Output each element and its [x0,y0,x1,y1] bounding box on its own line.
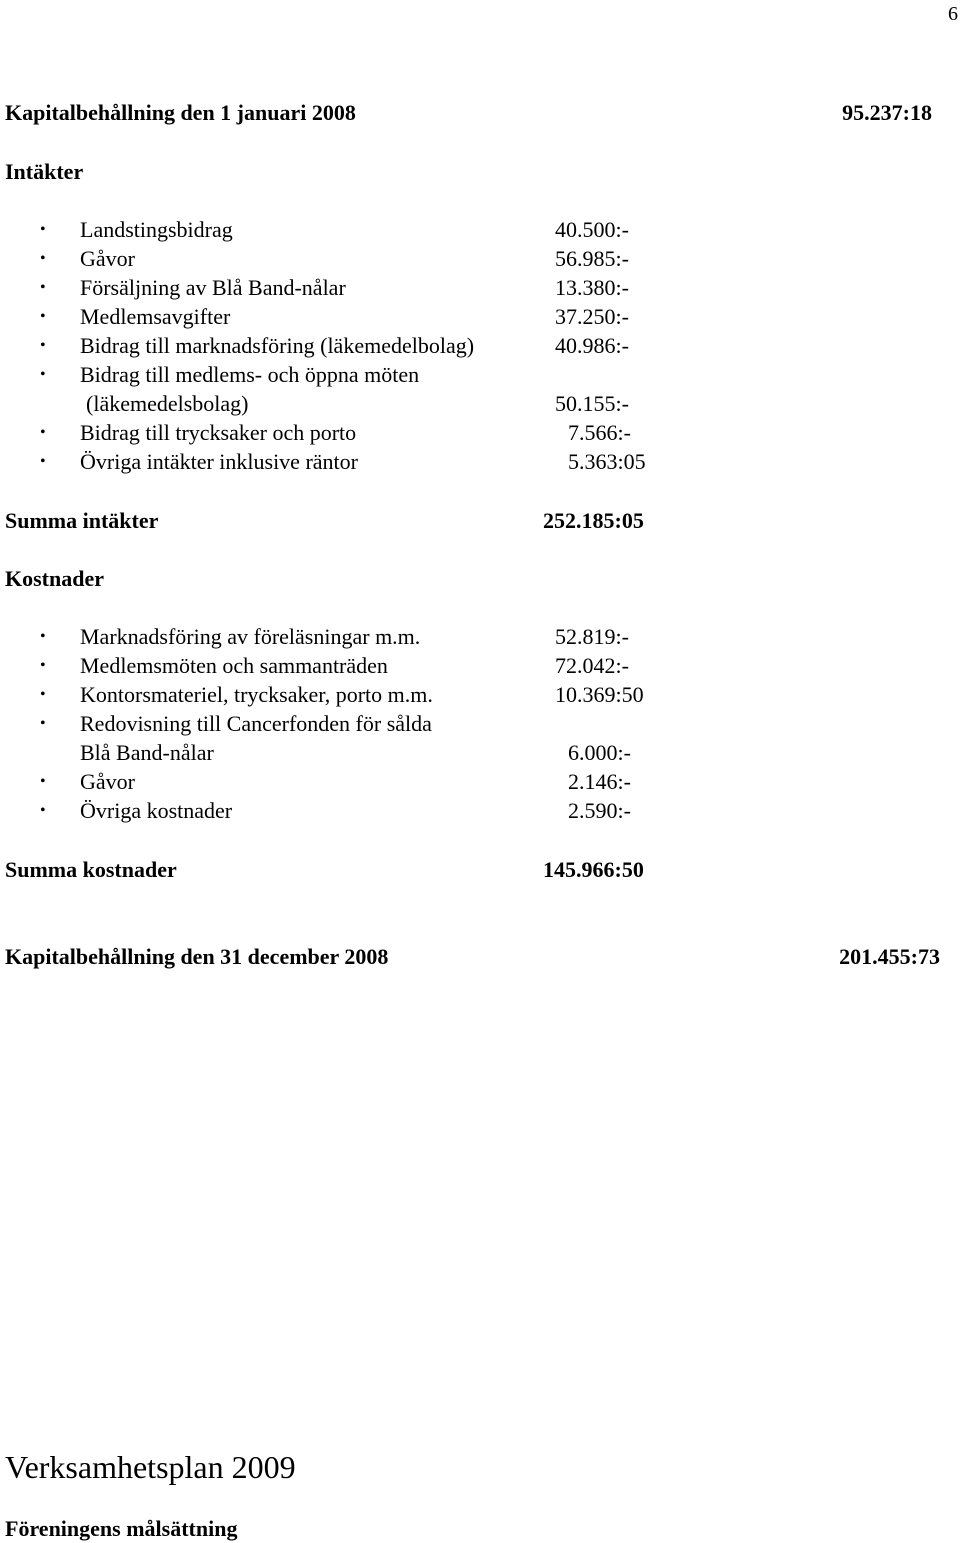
cost-item-value: 10.369:50 [555,682,644,707]
list-item [0,273,960,302]
income-item-label: Landstingsbidrag [80,217,233,242]
cost-item-label: Kontorsmateriel, trycksaker, porto m.m. [80,682,433,707]
cost-item-label: Redovisning till Cancerfonden för sålda [80,711,432,736]
income-total-label: Summa intäkter [5,508,159,533]
list-item [0,360,960,389]
bullet-icon: • [40,221,46,238]
list-item-continuation [0,389,960,418]
bullet-icon: • [40,424,46,441]
bullet-icon: • [40,802,46,819]
closing-balance-label: Kapitalbehållning den 31 december 2008 [5,944,389,969]
cost-item-label: Medlemsmöten och sammanträden [80,653,388,678]
list-item [0,767,960,796]
bullet-icon: • [40,337,46,354]
bullet-icon: • [40,686,46,703]
income-item-value: 40.986:- [555,333,629,358]
cost-item-value: 52.819:- [555,624,629,649]
income-item-value: 37.250:- [555,304,629,329]
list-item [0,651,960,680]
bullet-icon: • [40,279,46,296]
cost-item-label-continued: Blå Band-nålar [80,740,214,765]
bullet-icon: • [40,715,46,732]
plan-subtitle: Föreningens målsättning [5,1516,238,1541]
cost-item-value: 2.590:- [568,798,631,823]
list-item [0,418,960,447]
list-item [0,302,960,331]
income-item-label-continued: (läkemedelsbolag) [86,391,249,416]
income-item-label: Medlemsavgifter [80,304,231,329]
list-item [0,215,960,244]
bullet-icon: • [40,366,46,383]
costs-total-value: 145.966:50 [543,857,644,882]
income-item-label: Gåvor [80,246,135,271]
income-total-value: 252.185:05 [543,508,644,533]
list-item [0,796,960,825]
income-item-label: Bidrag till medlems- och öppna möten [80,362,420,387]
cost-item-value: 72.042:- [555,653,629,678]
income-item-label: Övriga intäkter inklusive räntor [80,449,358,474]
opening-balance-label: Kapitalbehållning den 1 januari 2008 [5,100,356,125]
income-item-label: Bidrag till trycksaker och porto [80,420,357,445]
income-item-value: 7.566:- [568,420,631,445]
costs-total-label: Summa kostnader [5,857,177,882]
income-item-value: 56.985:- [555,246,629,271]
bullet-icon: • [40,250,46,267]
income-item-value: 5.363:05 [568,449,646,474]
cost-item-label: Övriga kostnader [80,798,233,823]
list-item-continuation [0,738,960,767]
income-item-label: Försäljning av Blå Band-nålar [80,275,346,300]
list-item [0,709,960,738]
income-item-label: Bidrag till marknadsföring (läkemedelbolag) [80,333,475,358]
bullet-icon: • [40,628,46,645]
income-item-value: 50.155:- [555,391,629,416]
bullet-icon: • [40,657,46,674]
cost-item-value: 2.146:- [568,769,631,794]
cost-item-value: 6.000:- [568,740,631,765]
closing-balance-value: 201.455:73 [839,944,940,969]
list-item [0,244,960,273]
list-item [0,680,960,709]
cost-item-label: Gåvor [80,769,135,794]
opening-balance-value: 95.237:18 [842,100,932,125]
list-item [0,622,960,651]
income-heading: Intäkter [5,159,84,184]
bullet-icon: • [40,308,46,325]
plan-title: Verksamhetsplan 2009 [5,1449,296,1485]
cost-item-label: Marknadsföring av föreläsningar m.m. [80,624,421,649]
list-item [0,447,960,476]
bullet-icon: • [40,453,46,470]
list-item [0,331,960,360]
page-number: 6 [948,3,958,25]
income-item-value: 13.380:- [555,275,629,300]
bullet-icon: • [40,773,46,790]
income-item-value: 40.500:- [555,217,629,242]
costs-heading: Kostnader [5,566,104,591]
